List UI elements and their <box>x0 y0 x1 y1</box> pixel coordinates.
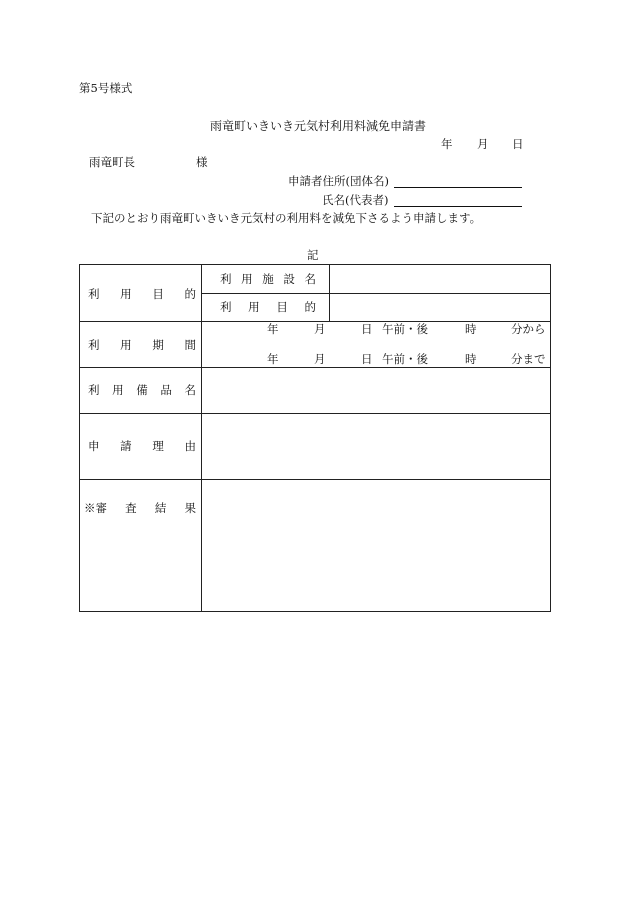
period-label: 利 用 期 間 <box>88 338 196 352</box>
facility-name-field[interactable] <box>330 266 550 293</box>
purpose-label: 利 用 目 的 <box>88 287 196 301</box>
date-month-label: 月 <box>477 137 489 151</box>
date-day-label: 日 <box>512 137 524 151</box>
equipment-field[interactable] <box>202 368 550 413</box>
form-title: 雨竜町いきいき元気村利用料減免申請書 <box>210 119 427 133</box>
date-year-label: 年 <box>441 137 453 151</box>
facility-name-label: 利 用 施 設 名 <box>220 272 316 286</box>
form-number: 第5号様式 <box>79 81 133 95</box>
period-start-day: 日 <box>361 322 373 336</box>
application-table <box>79 264 551 612</box>
ki-heading: 記 <box>307 248 319 262</box>
addressee-name: 雨竜町長 <box>89 155 135 169</box>
period-end-hour: 時 <box>465 352 477 366</box>
period-end-year: 年 <box>267 352 279 366</box>
period-end-day: 日 <box>361 352 373 366</box>
period-start-minute: 分から <box>511 322 546 336</box>
period-end-month: 月 <box>314 352 326 366</box>
period-start-month: 月 <box>314 322 326 336</box>
period-end-minute: 分まで <box>511 352 546 366</box>
period-start-hour: 時 <box>465 322 477 336</box>
applicant-address-field[interactable] <box>394 187 522 188</box>
reason-field[interactable] <box>202 414 550 479</box>
period-start-ampm: 午前・後 <box>382 322 428 336</box>
addressee-honorific: 様 <box>196 155 208 169</box>
applicant-name-field[interactable] <box>394 206 522 207</box>
equipment-label: 利 用 備 品 名 <box>88 383 196 397</box>
applicant-address-label: 申請者住所(団体名) <box>288 174 389 188</box>
purpose-detail-field[interactable] <box>330 294 550 321</box>
review-result-label: ※審 査 結 果 <box>84 501 196 515</box>
intro-text: 下記のとおり雨竜町いきいき元気村の利用料を減免下さるよう申請します。 <box>91 211 482 225</box>
period-start-year: 年 <box>267 322 279 336</box>
applicant-name-label: 氏名(代表者) <box>322 193 389 207</box>
reason-label: 申 請 理 由 <box>88 439 196 453</box>
review-result-field[interactable] <box>202 480 550 611</box>
period-end-ampm: 午前・後 <box>382 352 428 366</box>
purpose-detail-label: 利 用 目 的 <box>220 300 316 314</box>
